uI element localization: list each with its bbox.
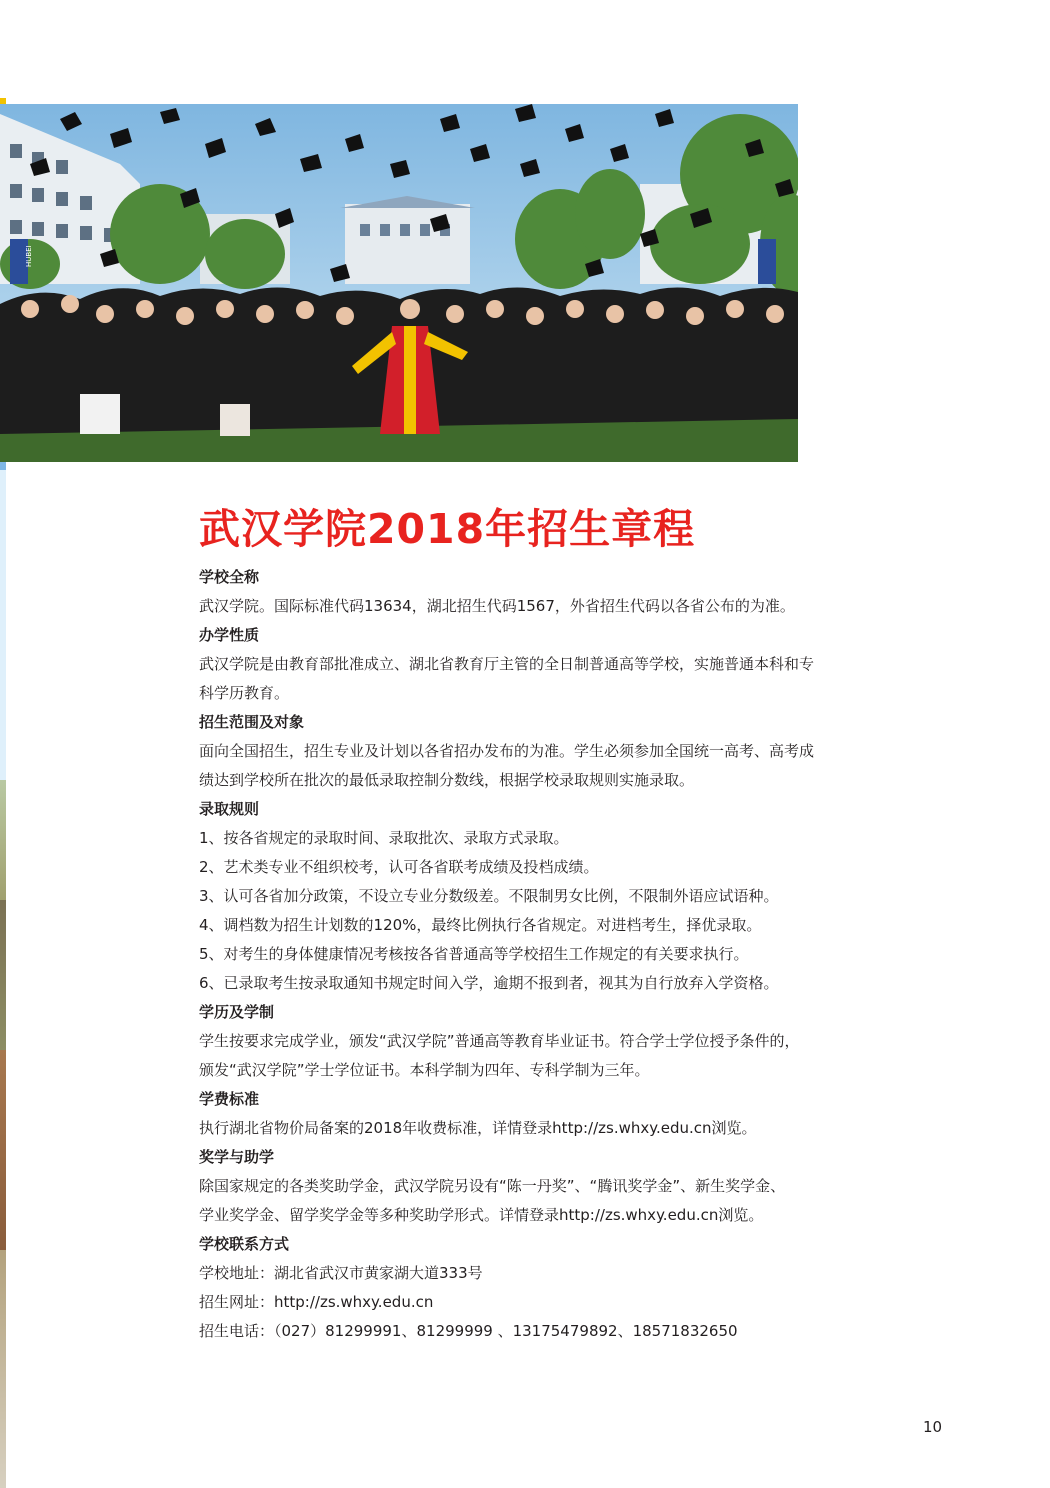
- page-number: 10: [923, 1418, 943, 1436]
- section-heading: 招生范围及对象: [199, 713, 305, 731]
- section-heading: 学历及学制: [199, 1003, 275, 1021]
- section-heading: 学费标准: [199, 1090, 260, 1108]
- section-heading: 录取规则: [199, 800, 260, 818]
- section-paragraph-line: 武汉学院是由教育部批准成立、湖北省教育厅主管的全日制普通高等学校，实施普通本科和专: [199, 655, 815, 673]
- section-paragraph-line: 科学历教育。: [199, 684, 290, 702]
- section-heading: 学校全称: [199, 568, 260, 586]
- section-paragraph-line: 绩达到学校所在批次的最低录取控制分数线，根据学校录取规则实施录取。: [199, 771, 695, 789]
- rule-item: 5、对考生的身体健康情况考核按各省普通高等学校招生工作规定的有关要求执行。: [199, 945, 749, 963]
- banner-text: HUBEI: [25, 245, 33, 267]
- section-paragraph-line: 武汉学院。国际标准代码13634，湖北招生代码1567，外省招生代码以各省公布的为准。: [199, 597, 795, 615]
- section-paragraph-line: 学业奖学金、留学奖学金等多种奖助学形式。详情登录http://zs.whxy.edu.cn浏览。: [199, 1206, 764, 1224]
- contact-website: 招生网址：http://zs.whxy.edu.cn: [199, 1293, 434, 1311]
- rule-item: 6、已录取考生按录取通知书规定时间入学，逾期不报到者，视其为自行放弃入学资格。: [199, 974, 779, 992]
- graduation-photo: [0, 104, 798, 462]
- contact-address: 学校地址：湖北省武汉市黄家湖大道333号: [199, 1264, 483, 1282]
- section-paragraph-line: 面向全国招生，招生专业及计划以各省招办发布的为准。学生必须参加全国统一高考、高考成: [199, 742, 815, 760]
- rule-item: 4、调档数为招生计划数的120%，最终比例执行各省规定。对进档考生，择优录取。: [199, 916, 762, 934]
- section-heading: 奖学与助学: [199, 1148, 275, 1166]
- section-paragraph-line: 执行湖北省物价局备案的2018年收费标准，详情登录http://zs.whxy.edu.cn浏览。: [199, 1119, 757, 1137]
- rule-item: 3、认可各省加分政策，不设立专业分数级差。不限制男女比例，不限制外语应试语种。: [199, 887, 779, 905]
- section-heading: 学校联系方式: [199, 1235, 290, 1253]
- page-title: 武汉学院2018年招生章程: [199, 505, 696, 553]
- rule-item: 2、艺术类专业不组织校考，认可各省联考成绩及投档成绩。: [199, 858, 599, 876]
- rule-item: 1、按各省规定的录取时间、录取批次、录取方式录取。: [199, 829, 569, 847]
- admission-rules-content: [199, 563, 899, 1346]
- section-paragraph-line: 除国家规定的各类奖助学金，武汉学院另设有“陈一丹奖”、“腾讯奖学金”、新生奖学金、: [199, 1177, 786, 1195]
- section-paragraph-line: 学生按要求完成学业，颁发“武汉学院”普通高等教育毕业证书。符合学士学位授予条件的，: [199, 1032, 800, 1050]
- contact-phone: 招生电话：（027）81299991、81299999 、13175479892、18571832650: [199, 1322, 738, 1340]
- section-paragraph-line: 颁发“武汉学院”学士学位证书。本科学制为四年、专科学制为三年。: [199, 1061, 650, 1079]
- section-heading: 办学性质: [199, 626, 260, 644]
